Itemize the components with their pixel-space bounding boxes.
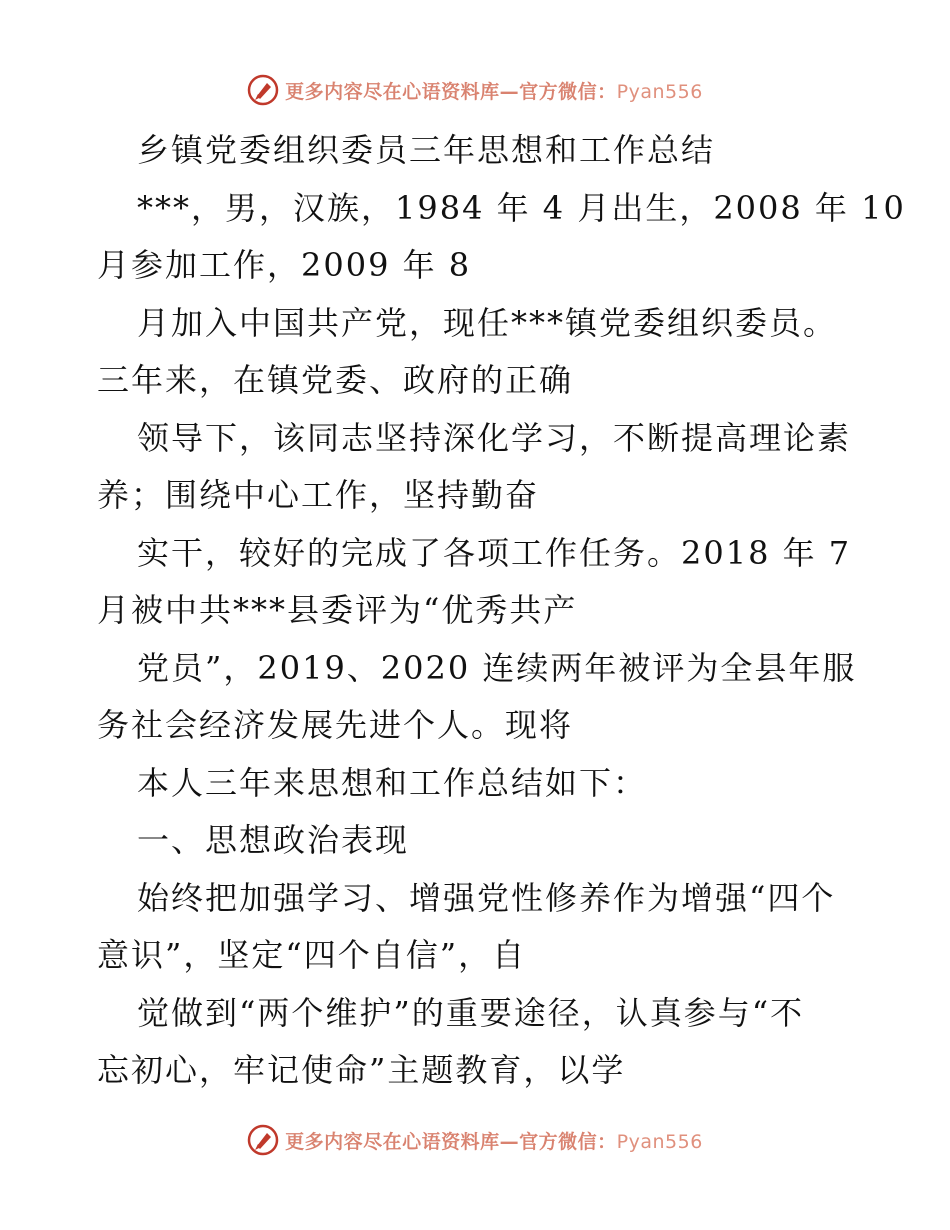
document-line: 月参加工作，2009 年 8 — [97, 246, 472, 284]
header-watermark — [0, 72, 950, 108]
watermark-text: 更多内容尽在心语资料库—官方微信：Pyan556 — [285, 80, 703, 103]
document-body — [97, 122, 906, 1100]
footer-watermark — [0, 1122, 950, 1158]
watermark-text: 更多内容尽在心语资料库—官方微信：Pyan556 — [285, 1130, 703, 1153]
document-line: 三年来，在镇党委、政府的正确 — [97, 361, 574, 399]
document-line: 月被中共***县委评为“优秀共产 — [97, 591, 578, 629]
document-line: ***，男，汉族，1984 年 4 月出生，2008 年 10 — [137, 188, 906, 227]
document-line: 乡镇党委组织委员三年思想和工作总结 — [137, 131, 716, 169]
pen-nib-logo-icon — [247, 74, 279, 106]
document-line: 本人三年来思想和工作总结如下： — [137, 763, 648, 802]
document-line: 始终把加强学习、增强党性修养作为增强“四个 — [137, 878, 836, 917]
document-line: 务社会经济发展先进个人。现将 — [97, 706, 574, 744]
document-line: 月加入中国共产党，现任***镇党委组织委员。 — [137, 303, 838, 342]
document-line: 觉做到“两个维护”的重要途径，认真参与“不 — [137, 993, 805, 1032]
document-line: 意识”，坚定“四个自信”，自 — [97, 936, 527, 974]
document-line: 领导下，该同志坚持深化学习，不断提高理论素 — [137, 418, 852, 457]
document-line: 实干，较好的完成了各项工作任务。2018 年 7 — [137, 533, 852, 572]
document-line: 养；围绕中心工作，坚持勤奋 — [97, 476, 540, 514]
document-line: 忘初心，牢记使命”主题教育，以学 — [97, 1051, 626, 1089]
pen-nib-logo-icon — [247, 1124, 279, 1156]
document-line: 一、思想政治表现 — [137, 821, 410, 859]
document-line: 党员”，2019、2020 连续两年被评为全县年服 — [137, 648, 857, 687]
